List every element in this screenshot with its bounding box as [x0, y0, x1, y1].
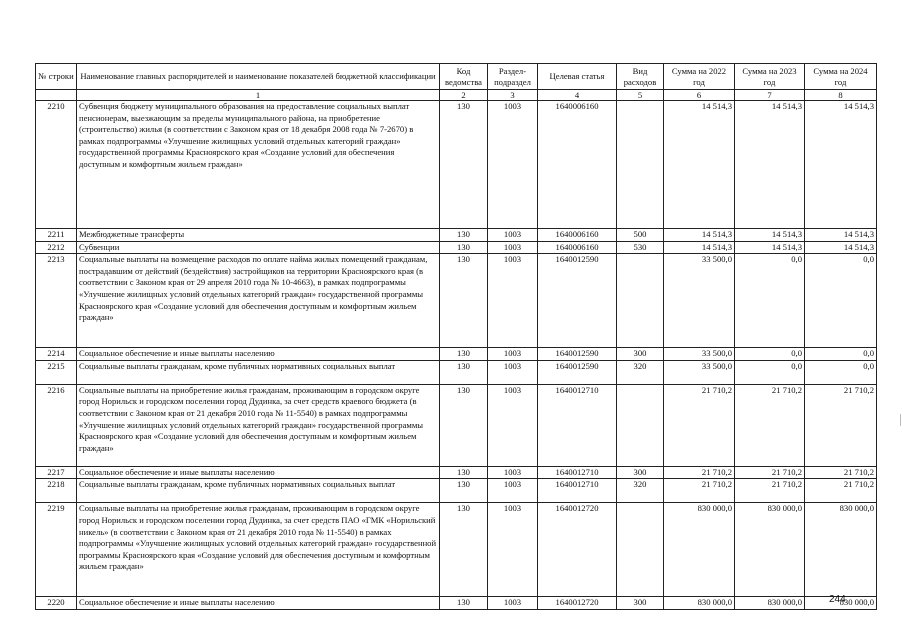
- row-target: 1640006160: [538, 101, 617, 229]
- row-target: 1640012720: [538, 597, 617, 610]
- row-dept-code: 130: [440, 101, 488, 229]
- row-dept-code: 130: [440, 348, 488, 361]
- page-number: 244: [829, 594, 846, 605]
- row-sum-2024: 14 514,3: [805, 241, 877, 254]
- row-number: 2214: [36, 348, 77, 361]
- row-dept-code: 130: [440, 229, 488, 242]
- row-section: 1003: [488, 254, 538, 348]
- column-number: 1: [77, 90, 440, 101]
- row-sum-2023: 14 514,3: [735, 229, 805, 242]
- column-number: 8: [805, 90, 877, 101]
- row-sum-2022: 14 514,3: [664, 241, 735, 254]
- table-body: [36, 101, 877, 610]
- column-number: 6: [664, 90, 735, 101]
- scan-edge-mark: [900, 414, 901, 426]
- header-sum-2024: Сумма на 2024 год: [805, 64, 877, 90]
- row-sum-2022: 33 500,0: [664, 348, 735, 361]
- column-number: 7: [735, 90, 805, 101]
- header-dept-code: Код ведомства: [440, 64, 488, 90]
- row-section: 1003: [488, 597, 538, 610]
- header-expense-type: Вид расходов: [617, 64, 664, 90]
- table-row: [36, 466, 877, 479]
- row-section: 1003: [488, 360, 538, 384]
- row-number: 2211: [36, 229, 77, 242]
- row-name: Социальные выплаты на приобретение жилья гражданам, проживающим в городском округе город Норильск и городском поселении город Дудинка, за счет средств ПАО «ГМК «Норильский никель» (в соответствии с Законом края от 21 декабря 2010 года № 11-5540) в рамках подпрограммы «Улучшение жилищных условий отдельных категорий граждан» государственной программы Красноярского края «Создание условий для обеспечения доступным и комфортным жильем граждан»: [77, 503, 440, 597]
- row-section: 1003: [488, 229, 538, 242]
- table-row: [36, 479, 877, 503]
- row-target: 1640012710: [538, 466, 617, 479]
- budget-table: [35, 63, 877, 610]
- column-number-row: [36, 90, 877, 101]
- row-number: 2220: [36, 597, 77, 610]
- row-sum-2023: 21 710,2: [735, 384, 805, 466]
- row-dept-code: 130: [440, 479, 488, 503]
- row-sum-2022: 21 710,2: [664, 466, 735, 479]
- row-expense-type: 530: [617, 241, 664, 254]
- row-expense-type: 500: [617, 229, 664, 242]
- row-section: 1003: [488, 101, 538, 229]
- row-name: Социальные выплаты гражданам, кроме публичных нормативных социальных выплат: [77, 360, 440, 384]
- row-name: Субвенция бюджету муниципального образования на предоставление социальных выплат пенсионерам, выезжающим за пределы муниципального района, на приобретение (строительство) жилья (в соответствии с Законом края от 18 декабря 2008 года № 7-2670) в рамках подпрограммы «Улучшение жилищных условий отдельных категорий граждан» государственной программы Красноярского края «Создание условий для обеспечения доступным и комфортным жильем граждан»: [77, 101, 440, 229]
- row-target: 1640012590: [538, 348, 617, 361]
- row-number: 2219: [36, 503, 77, 597]
- table-row: [36, 229, 877, 242]
- row-name: Социальные выплаты на возмещение расходов по оплате найма жилых помещений гражданам, пострадавшим от действий (бездействия) застройщиков на территории Красноярского края (в соответствии с Законом края от 29 апреля 2010 года № 10-4663), в рамках подпрограммы «Улучшение жилищных условий отдельных категорий граждан» государственной программы Красноярского края «Создание условий для обеспечения доступным и комфортным жильем граждан»: [77, 254, 440, 348]
- row-name: Социальное обеспечение и иные выплаты населению: [77, 466, 440, 479]
- budget-table-sheet: [35, 63, 876, 610]
- table-row: [36, 348, 877, 361]
- table-row: [36, 597, 877, 610]
- row-sum-2022: 33 500,0: [664, 254, 735, 348]
- row-sum-2022: 830 000,0: [664, 597, 735, 610]
- row-target: 1640012710: [538, 479, 617, 503]
- row-target: 1640012720: [538, 503, 617, 597]
- row-dept-code: 130: [440, 360, 488, 384]
- row-dept-code: 130: [440, 384, 488, 466]
- row-sum-2023: 830 000,0: [735, 597, 805, 610]
- row-name: Социальные выплаты гражданам, кроме публичных нормативных социальных выплат: [77, 479, 440, 503]
- row-number: 2217: [36, 466, 77, 479]
- row-name: Социальное обеспечение и иные выплаты населению: [77, 348, 440, 361]
- column-number: 4: [538, 90, 617, 101]
- row-target: 1640006160: [538, 229, 617, 242]
- header-sum-2023: Сумма на 2023 год: [735, 64, 805, 90]
- row-section: 1003: [488, 466, 538, 479]
- row-sum-2024: 0,0: [805, 254, 877, 348]
- row-name: Социальные выплаты на приобретение жилья гражданам, проживающим в городском округе город Норильск и городском поселении город Дудинка, за счет средств краевого бюджета (в соответствии с Законом края от 21 декабря 2010 года № 11-5540) в рамках подпрограммы «Улучшение жилищных условий отдельных категорий граждан» государственной программы Красноярского края «Создание условий для обеспечения доступным и комфортным жильем граждан»: [77, 384, 440, 466]
- row-dept-code: 130: [440, 254, 488, 348]
- row-expense-type: [617, 254, 664, 348]
- header-name: Наименование главных распорядителей и наименование показателей бюджетной классификации: [77, 64, 440, 90]
- row-sum-2024: 21 710,2: [805, 466, 877, 479]
- table-row: [36, 101, 877, 229]
- row-sum-2022: 21 710,2: [664, 384, 735, 466]
- row-sum-2023: 0,0: [735, 254, 805, 348]
- row-section: 1003: [488, 241, 538, 254]
- row-expense-type: 320: [617, 360, 664, 384]
- row-target: 1640006160: [538, 241, 617, 254]
- row-target: 1640012590: [538, 360, 617, 384]
- table-row: [36, 384, 877, 466]
- row-number: 2212: [36, 241, 77, 254]
- header-target: Целевая статья: [538, 64, 617, 90]
- row-expense-type: [617, 503, 664, 597]
- row-expense-type: [617, 101, 664, 229]
- row-name: Социальное обеспечение и иные выплаты населению: [77, 597, 440, 610]
- row-section: 1003: [488, 348, 538, 361]
- header-row-no: № строки: [36, 64, 77, 90]
- column-number: 2: [440, 90, 488, 101]
- row-sum-2024: 830 000,0: [805, 503, 877, 597]
- row-number: 2213: [36, 254, 77, 348]
- row-sum-2023: 14 514,3: [735, 241, 805, 254]
- row-sum-2023: 0,0: [735, 348, 805, 361]
- row-sum-2022: 830 000,0: [664, 503, 735, 597]
- row-sum-2022: 14 514,3: [664, 101, 735, 229]
- row-sum-2023: 21 710,2: [735, 466, 805, 479]
- row-number: 2216: [36, 384, 77, 466]
- header-section: Раздел-подраздел: [488, 64, 538, 90]
- row-sum-2024: 0,0: [805, 348, 877, 361]
- row-sum-2023: 21 710,2: [735, 479, 805, 503]
- row-sum-2023: 830 000,0: [735, 503, 805, 597]
- table-row: [36, 241, 877, 254]
- row-dept-code: 130: [440, 503, 488, 597]
- row-sum-2022: 14 514,3: [664, 229, 735, 242]
- table-row: [36, 503, 877, 597]
- row-section: 1003: [488, 384, 538, 466]
- row-target: 1640012710: [538, 384, 617, 466]
- row-sum-2022: 21 710,2: [664, 479, 735, 503]
- row-sum-2024: 0,0: [805, 360, 877, 384]
- row-expense-type: [617, 384, 664, 466]
- row-expense-type: 320: [617, 479, 664, 503]
- row-dept-code: 130: [440, 597, 488, 610]
- row-sum-2023: 14 514,3: [735, 101, 805, 229]
- row-dept-code: 130: [440, 241, 488, 254]
- row-sum-2024: 830 000,0: [805, 597, 877, 610]
- row-dept-code: 130: [440, 466, 488, 479]
- row-expense-type: 300: [617, 348, 664, 361]
- row-section: 1003: [488, 479, 538, 503]
- row-name: Межбюджетные трансферты: [77, 229, 440, 242]
- row-sum-2024: 21 710,2: [805, 479, 877, 503]
- row-number: 2210: [36, 101, 77, 229]
- header-sum-2022: Сумма на 2022 год: [664, 64, 735, 90]
- header-row: [36, 64, 877, 90]
- table-row: [36, 254, 877, 348]
- row-sum-2022: 33 500,0: [664, 360, 735, 384]
- row-sum-2024: 21 710,2: [805, 384, 877, 466]
- row-target: 1640012590: [538, 254, 617, 348]
- column-number: [36, 90, 77, 101]
- row-sum-2023: 0,0: [735, 360, 805, 384]
- column-number: 5: [617, 90, 664, 101]
- row-expense-type: 300: [617, 466, 664, 479]
- row-number: 2215: [36, 360, 77, 384]
- row-name: Субвенции: [77, 241, 440, 254]
- row-sum-2024: 14 514,3: [805, 101, 877, 229]
- row-sum-2024: 14 514,3: [805, 229, 877, 242]
- column-number: 3: [488, 90, 538, 101]
- row-section: 1003: [488, 503, 538, 597]
- row-expense-type: 300: [617, 597, 664, 610]
- table-row: [36, 360, 877, 384]
- row-number: 2218: [36, 479, 77, 503]
